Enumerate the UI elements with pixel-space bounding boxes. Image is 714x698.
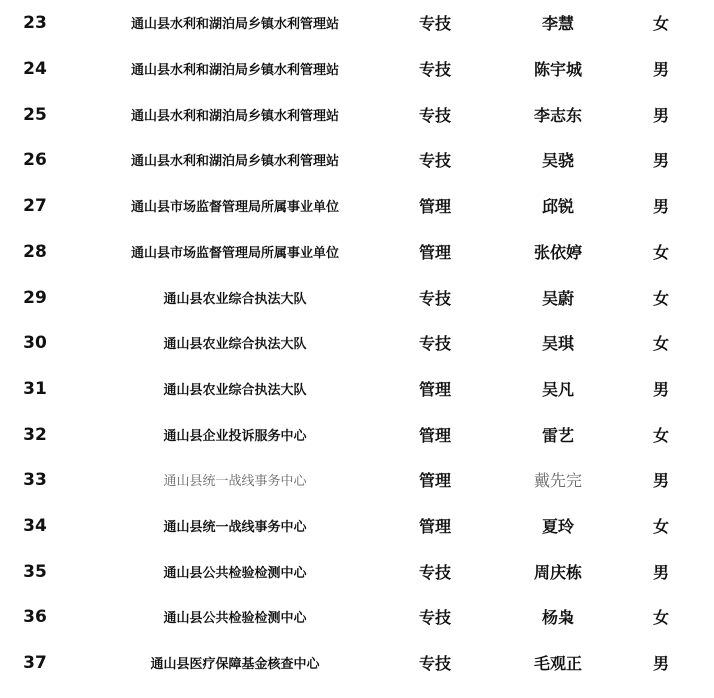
- table-row: [0, 183, 714, 229]
- row-number: 35: [23, 561, 47, 582]
- gender: 男: [652, 380, 669, 400]
- row-number: 23: [23, 12, 47, 33]
- table-row: [0, 229, 714, 275]
- person-name: 张依婷: [533, 243, 582, 263]
- position-type: 专技: [418, 14, 451, 34]
- unit-name: 通山县农业综合执法大队: [163, 383, 307, 399]
- unit-name: 通山县市场监督管理局所属事业单位: [130, 200, 339, 216]
- unit-name: 通山县水利和湖泊局乡镇水利管理站: [130, 154, 339, 170]
- table-row: [0, 275, 714, 321]
- unit-name: 通山县企业投诉服务中心: [163, 429, 307, 445]
- person-name: 夏玲: [541, 517, 574, 537]
- row-number: 33: [23, 469, 47, 490]
- unit-name: 通山县医疗保障基金核查中心: [150, 657, 320, 673]
- table-row: [0, 412, 714, 458]
- person-name: 李慧: [541, 14, 574, 34]
- gender: 女: [652, 608, 669, 628]
- unit-name: 通山县农业综合执法大队: [163, 292, 307, 308]
- table-row: [0, 549, 714, 595]
- unit-name: 通山县农业综合执法大队: [163, 337, 307, 353]
- unit-name: 通山县水利和湖泊局乡镇水利管理站: [130, 17, 339, 33]
- table-row: [0, 46, 714, 92]
- table-row: [0, 457, 714, 503]
- person-name: 吴骁: [541, 151, 574, 171]
- person-name: 雷艺: [541, 426, 574, 446]
- table-row: [0, 366, 714, 412]
- position-type: 管理: [418, 471, 451, 491]
- row-number: 25: [23, 104, 47, 125]
- person-name: 陈宇城: [533, 60, 582, 80]
- person-name: 吴凡: [541, 380, 574, 400]
- unit-name: 通山县水利和湖泊局乡镇水利管理站: [130, 109, 339, 125]
- position-type: 专技: [418, 654, 451, 674]
- person-name: 杨枭: [541, 608, 574, 628]
- table-row: [0, 594, 714, 640]
- person-name: 戴先完: [533, 471, 582, 491]
- unit-name: 通山县公共检验检测中心: [163, 566, 307, 582]
- position-type: 专技: [418, 608, 451, 628]
- row-number: 34: [23, 515, 47, 536]
- gender: 男: [652, 197, 669, 217]
- gender: 男: [652, 471, 669, 491]
- row-number: 36: [23, 606, 47, 627]
- table-row: [0, 137, 714, 183]
- position-type: 管理: [418, 380, 451, 400]
- row-number: 31: [23, 378, 47, 399]
- table-row: [0, 320, 714, 366]
- position-type: 管理: [418, 426, 451, 446]
- row-number: 32: [23, 424, 47, 445]
- person-name: 吴琪: [541, 334, 574, 354]
- position-type: 管理: [418, 197, 451, 217]
- unit-name: 通山县水利和湖泊局乡镇水利管理站: [130, 63, 339, 79]
- position-type: 专技: [418, 334, 451, 354]
- person-name: 邱锐: [541, 197, 574, 217]
- person-name: 李志东: [533, 106, 582, 126]
- gender: 女: [652, 517, 669, 537]
- gender: 男: [652, 106, 669, 126]
- table-row: [0, 640, 714, 686]
- table-row: [0, 92, 714, 138]
- position-type: 专技: [418, 563, 451, 583]
- gender: 女: [652, 289, 669, 309]
- unit-name: 通山县公共检验检测中心: [163, 611, 307, 627]
- gender: 男: [652, 60, 669, 80]
- gender: 男: [652, 654, 669, 674]
- position-type: 管理: [418, 517, 451, 537]
- row-number: 26: [23, 149, 47, 170]
- person-name: 周庆栋: [533, 563, 582, 583]
- position-type: 专技: [418, 106, 451, 126]
- gender: 女: [652, 243, 669, 263]
- position-type: 管理: [418, 243, 451, 263]
- row-number: 28: [23, 241, 47, 262]
- unit-name: 通山县统一战线事务中心: [163, 520, 307, 536]
- row-number: 24: [23, 58, 47, 79]
- table-row: [0, 503, 714, 549]
- table-row: [0, 0, 714, 46]
- person-name: 毛观正: [533, 654, 582, 674]
- row-number: 27: [23, 195, 47, 216]
- row-number: 29: [23, 287, 47, 308]
- gender: 女: [652, 426, 669, 446]
- person-name: 吴蔚: [541, 289, 574, 309]
- gender: 女: [652, 334, 669, 354]
- unit-name: 通山县统一战线事务中心: [163, 474, 307, 490]
- gender: 女: [652, 14, 669, 34]
- row-number: 37: [23, 652, 47, 673]
- position-type: 专技: [418, 60, 451, 80]
- row-number: 30: [23, 332, 47, 353]
- position-type: 专技: [418, 151, 451, 171]
- gender: 男: [652, 563, 669, 583]
- gender: 男: [652, 151, 669, 171]
- position-type: 专技: [418, 289, 451, 309]
- unit-name: 通山县市场监督管理局所属事业单位: [130, 246, 339, 262]
